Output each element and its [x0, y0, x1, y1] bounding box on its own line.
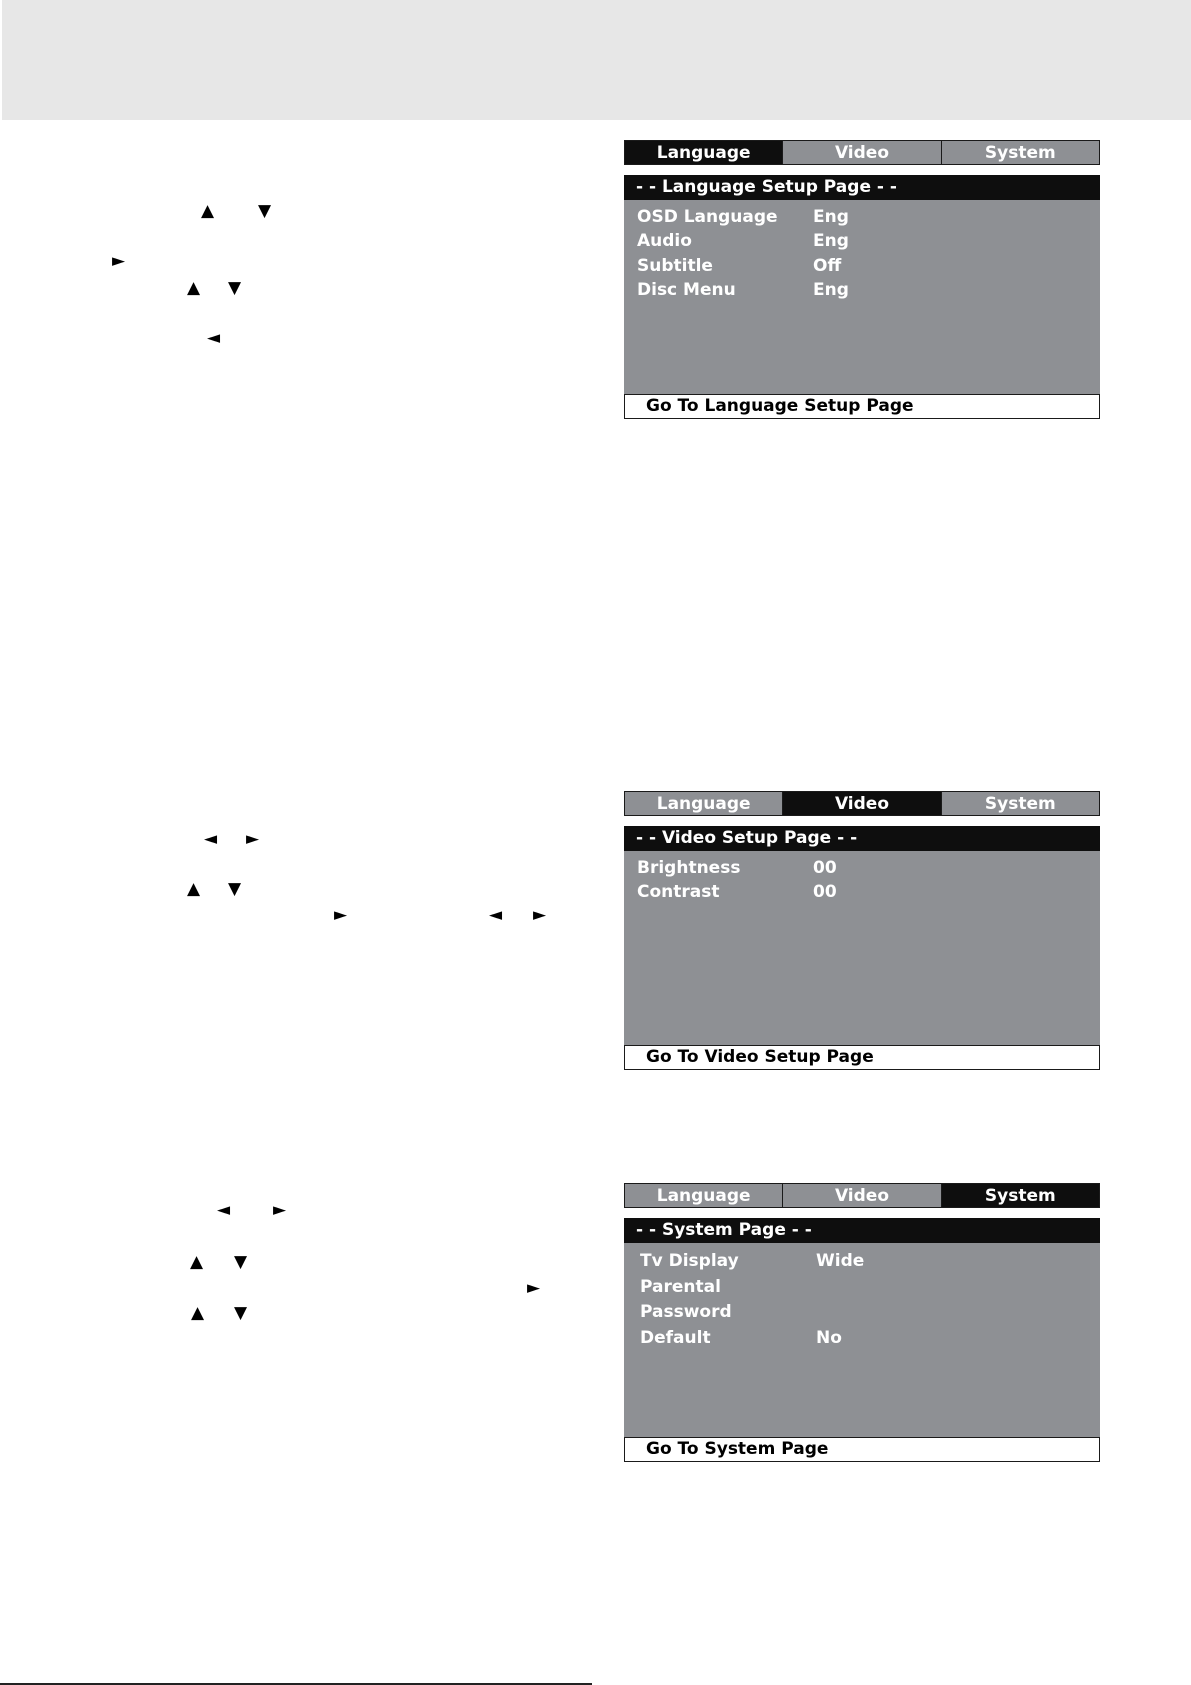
menu-row-password[interactable]	[640, 1300, 1090, 1324]
tab-system[interactable]: System	[942, 141, 1099, 164]
tab-video[interactable]: Video	[783, 141, 941, 164]
menu-row-disc-menu[interactable]	[637, 278, 1087, 302]
menu-footer-hint: Go To Video Setup Page	[624, 1045, 1100, 1070]
menu-panel	[624, 175, 1100, 401]
up-arrow-icon: ▲	[191, 1303, 205, 1323]
page-header-band	[2, 0, 1191, 120]
menu-tabs	[624, 140, 1100, 165]
row-label: Contrast	[637, 882, 720, 902]
row-value: Eng	[813, 207, 849, 227]
row-value: Eng	[813, 231, 849, 251]
row-value: 00	[813, 858, 837, 878]
left-arrow-icon: ◄	[489, 905, 503, 925]
right-arrow-icon: ►	[527, 1278, 541, 1298]
menu-row-contrast[interactable]	[637, 880, 1087, 904]
right-arrow-icon: ►	[112, 251, 126, 271]
menu-footer-hint: Go To System Page	[624, 1437, 1100, 1462]
right-arrow-icon: ►	[533, 905, 547, 925]
right-arrow-icon: ►	[273, 1200, 287, 1220]
panel-title: - - Video Setup Page - -	[624, 826, 1100, 851]
up-arrow-icon: ▲	[187, 879, 201, 899]
tab-system[interactable]: System	[942, 1184, 1099, 1207]
menu-panel	[624, 826, 1100, 1052]
left-arrow-icon: ◄	[217, 1200, 231, 1220]
tab-system[interactable]: System	[942, 792, 1099, 815]
tab-language[interactable]: Language	[625, 141, 783, 164]
row-label: Password	[640, 1302, 732, 1322]
system-setup-menu	[624, 1183, 1100, 1462]
tab-language[interactable]: Language	[625, 792, 783, 815]
up-arrow-icon: ▲	[201, 201, 215, 221]
row-label: Subtitle	[637, 256, 713, 276]
row-label: Brightness	[637, 858, 741, 878]
tab-video[interactable]: Video	[783, 1184, 941, 1207]
row-label: OSD Language	[637, 207, 778, 227]
panel-title: - - Language Setup Page - -	[624, 175, 1100, 200]
row-value: Eng	[813, 280, 849, 300]
menu-footer-hint: Go To Language Setup Page	[624, 394, 1100, 419]
video-setup-menu	[624, 791, 1100, 1070]
menu-panel	[624, 1218, 1100, 1444]
down-arrow-icon: ▼	[228, 278, 242, 298]
row-label: Audio	[637, 231, 692, 251]
row-value: No	[816, 1328, 842, 1348]
left-arrow-icon: ◄	[207, 328, 221, 348]
panel-title: - - System Page - -	[624, 1218, 1100, 1243]
row-value: Wide	[816, 1251, 865, 1271]
up-arrow-icon: ▲	[190, 1252, 204, 1272]
menu-row-audio[interactable]	[637, 229, 1087, 253]
row-label: Tv Display	[640, 1251, 739, 1271]
menu-tabs	[624, 1183, 1100, 1208]
up-arrow-icon: ▲	[187, 278, 201, 298]
language-setup-menu	[624, 140, 1100, 419]
menu-row-subtitle[interactable]	[637, 254, 1087, 278]
menu-row-brightness[interactable]	[637, 856, 1087, 880]
menu-row-tv-display[interactable]	[640, 1249, 1090, 1273]
right-arrow-icon: ►	[246, 829, 260, 849]
menu-row-osd-language[interactable]	[637, 205, 1087, 229]
row-label: Disc Menu	[637, 280, 736, 300]
left-arrow-icon: ◄	[204, 829, 218, 849]
menu-row-default[interactable]	[640, 1326, 1090, 1350]
row-label: Parental	[640, 1277, 721, 1297]
row-value: Off	[813, 256, 842, 276]
row-value: 00	[813, 882, 837, 902]
tab-language[interactable]: Language	[625, 1184, 783, 1207]
right-arrow-icon: ►	[334, 905, 348, 925]
row-label: Default	[640, 1328, 711, 1348]
down-arrow-icon: ▼	[258, 201, 272, 221]
tab-video[interactable]: Video	[783, 792, 941, 815]
menu-tabs	[624, 791, 1100, 816]
menu-row-parental[interactable]	[640, 1275, 1090, 1299]
down-arrow-icon: ▼	[234, 1252, 248, 1272]
down-arrow-icon: ▼	[228, 879, 242, 899]
down-arrow-icon: ▼	[234, 1303, 248, 1323]
